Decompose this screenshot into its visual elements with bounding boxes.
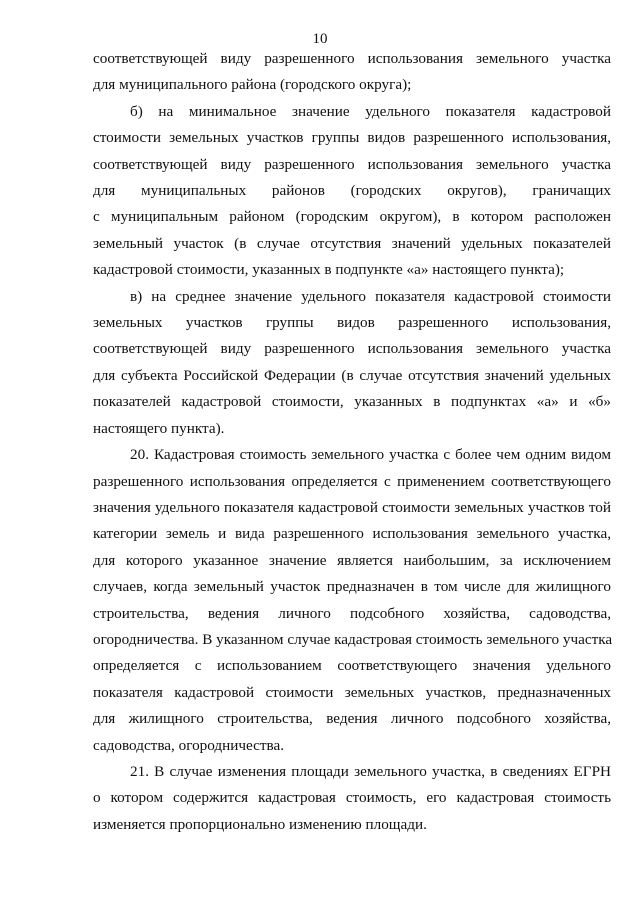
text-line: для которого указанное значение является наибольшим, за исключением (93, 551, 611, 569)
text-line: для субъекта Российской Федерации (в случае отсутствия значений удельных (93, 366, 611, 384)
text-line: о котором содержится кадастровая стоимость, его кадастровая стоимость (93, 789, 611, 807)
text-line: земельных участков группы видов разрешенного использования, (93, 314, 611, 332)
text-line: садоводства, огородничества. (93, 736, 285, 754)
paragraph-item-20 (93, 442, 611, 759)
text-line: разрешенного использования определяется с применением соответствующего (93, 472, 611, 490)
text-line: соответствующей виду разрешенного использования земельного участка (93, 155, 611, 173)
text-line: 21. В случае изменения площади земельного участка, в сведениях ЕГРН (130, 762, 611, 780)
text-line: в) на среднее значение удельного показателя кадастровой стоимости (130, 287, 611, 305)
text-line: изменяется пропорционально изменению площади. (93, 815, 427, 833)
text-line: значения удельного показателя кадастровой стоимости земельных участков той (93, 498, 611, 516)
text-line: настоящего пункта). (93, 419, 225, 437)
text-line: показателя кадастровой стоимости земельных участков, предназначенных (93, 683, 611, 701)
text-line: для муниципального района (городского округа); (93, 76, 412, 94)
text-line: определяется с использованием соответствующего значения удельного (93, 657, 611, 675)
paragraph-subitem-b (93, 99, 611, 284)
page-number: 10 (312, 31, 328, 47)
paragraph-subitem-v (93, 284, 611, 442)
text-line: 20. Кадастровая стоимость земельного участка с более чем одним видом (130, 446, 611, 464)
text-line: земельный участок (в случае отсутствия значений удельных показателей (93, 234, 611, 252)
text-line: для муниципальных районов (городских округов), граничащих (93, 182, 611, 200)
text-line: соответствующей виду разрешенного использования земельного участка (93, 340, 611, 358)
text-line: для жилищного строительства, ведения личного подсобного хозяйства, (93, 710, 611, 728)
text-line: категории земель и вида разрешенного использования земельного участка, (93, 525, 611, 543)
document-body (93, 46, 611, 838)
text-line: соответствующей виду разрешенного использования земельного участка (93, 50, 611, 67)
text-line: строительства, ведения личного подсобного хозяйства, садоводства, (93, 604, 611, 622)
text-line: б) на минимальное значение удельного показателя кадастровой (130, 102, 611, 120)
text-line: стоимости земельных участков группы видов разрешенного использования, (93, 129, 611, 147)
text-line: кадастровой стоимости, указанных в подпункте «а» настоящего пункта); (93, 261, 565, 279)
text-line: огородничества. В указанном случае кадастровая стоимость земельного участка (93, 630, 613, 648)
text-line: с муниципальным районом (городским округом), в котором расположен (93, 208, 611, 226)
paragraph-continuation (93, 46, 611, 99)
text-line: показателей кадастровой стоимости, указанных в подпунктах «а» и «б» (93, 393, 611, 411)
text-line: случаев, когда земельный участок предназначен в том числе для жилищного (93, 578, 611, 596)
paragraph-item-21 (93, 759, 611, 838)
